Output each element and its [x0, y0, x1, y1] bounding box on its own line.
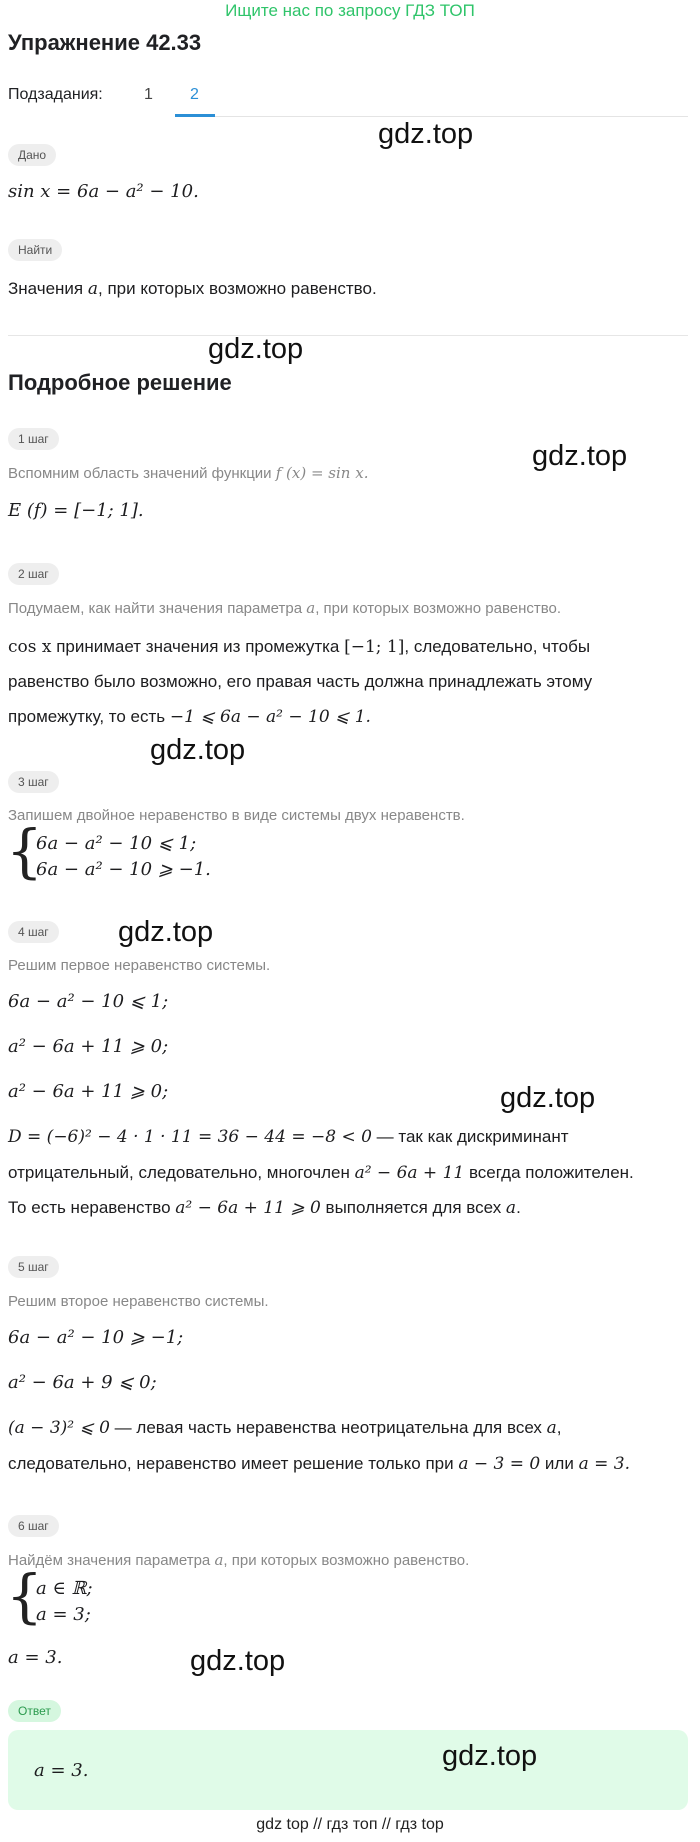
step-5-line-4 [8, 1453, 630, 1475]
step-5-line3-end: , [556, 1418, 562, 1437]
step-4-badge: 4 шаг [8, 921, 59, 943]
subtasks-label: Подзадания: [8, 86, 103, 103]
step-4-line-6 [8, 1197, 521, 1219]
find-badge: Найти [8, 239, 62, 261]
answer-value: a = 3. [34, 1760, 89, 1781]
watermark: gdz.top [150, 734, 246, 766]
step-3-system-line-1: 6a − a² − 10 ⩽ 1; [36, 833, 197, 854]
step-5-line-1: 6a − a² − 10 ⩾ −1; [8, 1327, 184, 1348]
step-5-line4-text2: или [540, 1454, 579, 1473]
step-1-hint-prefix: Вспомним область значений функции [8, 465, 276, 482]
step-5-line3-var: a [546, 1418, 557, 1438]
step-6-hint-var: a [214, 1551, 224, 1569]
step-4-disc-text: — так как дискриминант [371, 1127, 569, 1146]
step-4-line-1: 6a − a² − 10 ⩽ 1; [8, 991, 169, 1012]
step-5-line-3 [8, 1417, 562, 1439]
step-1-line: E (f) = [−1; 1]. [8, 500, 144, 521]
step-5-line4-text: следовательно, неравенство имеет решение только при [8, 1454, 459, 1473]
step-2-line3-math: −1 ⩽ 6a − a² − 10 ⩽ 1. [169, 707, 371, 727]
step-4-line5-text: отрицательный, следовательно, многочлен [8, 1163, 355, 1182]
watermark: gdz.top [208, 333, 304, 365]
answer-box [8, 1730, 688, 1810]
solution-heading: Подробное решение [8, 370, 232, 395]
step-2-cos: cos x [8, 637, 52, 657]
watermark: gdz.top [532, 440, 628, 472]
section-divider [8, 335, 688, 336]
tabs-divider [175, 116, 688, 117]
step-4-line-2: a² − 6a + 11 ⩾ 0; [8, 1036, 169, 1057]
step-4-hint: Решим первое неравенство системы. [8, 957, 271, 974]
find-var: a [87, 279, 99, 299]
step-3-brace: { [6, 817, 43, 885]
step-3-badge: 3 шаг [8, 771, 59, 793]
step-2-hint-var: a [306, 599, 316, 617]
step-5-line-2: a² − 6a + 9 ⩽ 0; [8, 1372, 157, 1393]
step-5-line4-math: a − 3 = 0 [458, 1454, 541, 1474]
watermark: gdz.top [442, 1740, 538, 1772]
find-text [8, 278, 377, 300]
watermark: gdz.top [378, 118, 474, 150]
step-4-disc-math: D = (−6)² − 4 · 1 · 11 = 36 − 44 = −8 < 0 [8, 1127, 372, 1147]
watermark: gdz.top [190, 1645, 286, 1677]
step-5-line3-text: — левая часть неравенства неотрицательна для всех [109, 1418, 547, 1437]
step-1-badge: 1 шаг [8, 428, 59, 450]
watermark: gdz.top [500, 1082, 596, 1114]
step-4-line-4 [8, 1126, 569, 1148]
step-2-hint [8, 598, 561, 619]
step-5-hint: Решим второе неравенство системы. [8, 1293, 269, 1310]
step-4-line6-text: То есть неравенство [8, 1198, 176, 1217]
step-3-hint: Запишем двойное неравенство в виде системы двух неравенств. [8, 807, 465, 824]
step-2-line1-text: принимает значения из промежутка [51, 637, 345, 656]
tab-subtask-2[interactable]: 2 [190, 86, 199, 103]
step-4-line5-text2: всегда положителен. [464, 1163, 634, 1182]
footer: gdz top // гдз топ // гдз top [256, 1816, 444, 1833]
step-3-system-line-2: 6a − a² − 10 ⩾ −1. [36, 859, 211, 880]
step-6-result: a = 3. [8, 1647, 63, 1668]
step-4-line6-end: . [516, 1198, 521, 1217]
step-2-line-3 [8, 706, 371, 728]
active-tab-indicator [175, 114, 215, 117]
given-badge: Дано [8, 144, 56, 166]
step-6-hint-prefix: Найдём значения параметра [8, 1552, 215, 1569]
step-6-hint-suffix: , при которых возможно равенство. [223, 1552, 470, 1569]
step-4-line6-var: a [505, 1198, 517, 1218]
step-6-brace: { [6, 1562, 43, 1630]
step-6-system-line-2: a = 3; [36, 1604, 91, 1625]
step-2-line-2: равенство было возможно, его правая часть должна принадлежать этому [8, 672, 593, 691]
step-2-interval: [−1; 1] [344, 637, 405, 657]
step-6-badge: 6 шаг [8, 1515, 59, 1537]
find-text-prefix: Значения [8, 279, 88, 298]
find-text-suffix: , при которых возможно равенство. [98, 279, 377, 298]
answer-badge: Ответ [8, 1700, 61, 1722]
step-2-line1-text2: , следовательно, чтобы [404, 637, 591, 656]
step-1-hint-math: f (x) = sin x. [275, 464, 369, 482]
step-5-badge: 5 шаг [8, 1256, 59, 1278]
step-2-hint-prefix: Подумаем, как найти значения параметра [8, 600, 307, 617]
step-4-line6-text2: выполняется для всех [320, 1198, 506, 1217]
step-6-system-line-1: a ∈ ℝ; [36, 1578, 93, 1599]
step-2-line3-text: промежутку, то есть [8, 707, 170, 726]
step-4-line6-math: a² − 6a + 11 ⩾ 0 [175, 1198, 321, 1218]
search-banner: Ищите нас по запросу ГДЗ ТОП [225, 1, 475, 20]
watermark: gdz.top [118, 916, 214, 948]
step-2-badge: 2 шаг [8, 563, 59, 585]
tab-subtask-1[interactable]: 1 [144, 86, 153, 103]
given-formula: sin x = 6a − a² − 10. [8, 181, 199, 202]
step-2-hint-suffix: , при которых возможно равенство. [315, 600, 562, 617]
step-2-line-1 [8, 636, 590, 658]
step-4-line5-math: a² − 6a + 11 [354, 1163, 465, 1183]
step-4-line-5 [8, 1162, 634, 1184]
step-4-line-3: a² − 6a + 11 ⩾ 0; [8, 1081, 169, 1102]
page-title: Упражнение 42.33 [8, 30, 202, 55]
step-6-hint [8, 1550, 469, 1571]
step-5-line3-math: (a − 3)² ⩽ 0 [8, 1418, 110, 1438]
step-5-line4-math2: a = 3. [578, 1454, 630, 1474]
step-1-hint [8, 463, 368, 484]
